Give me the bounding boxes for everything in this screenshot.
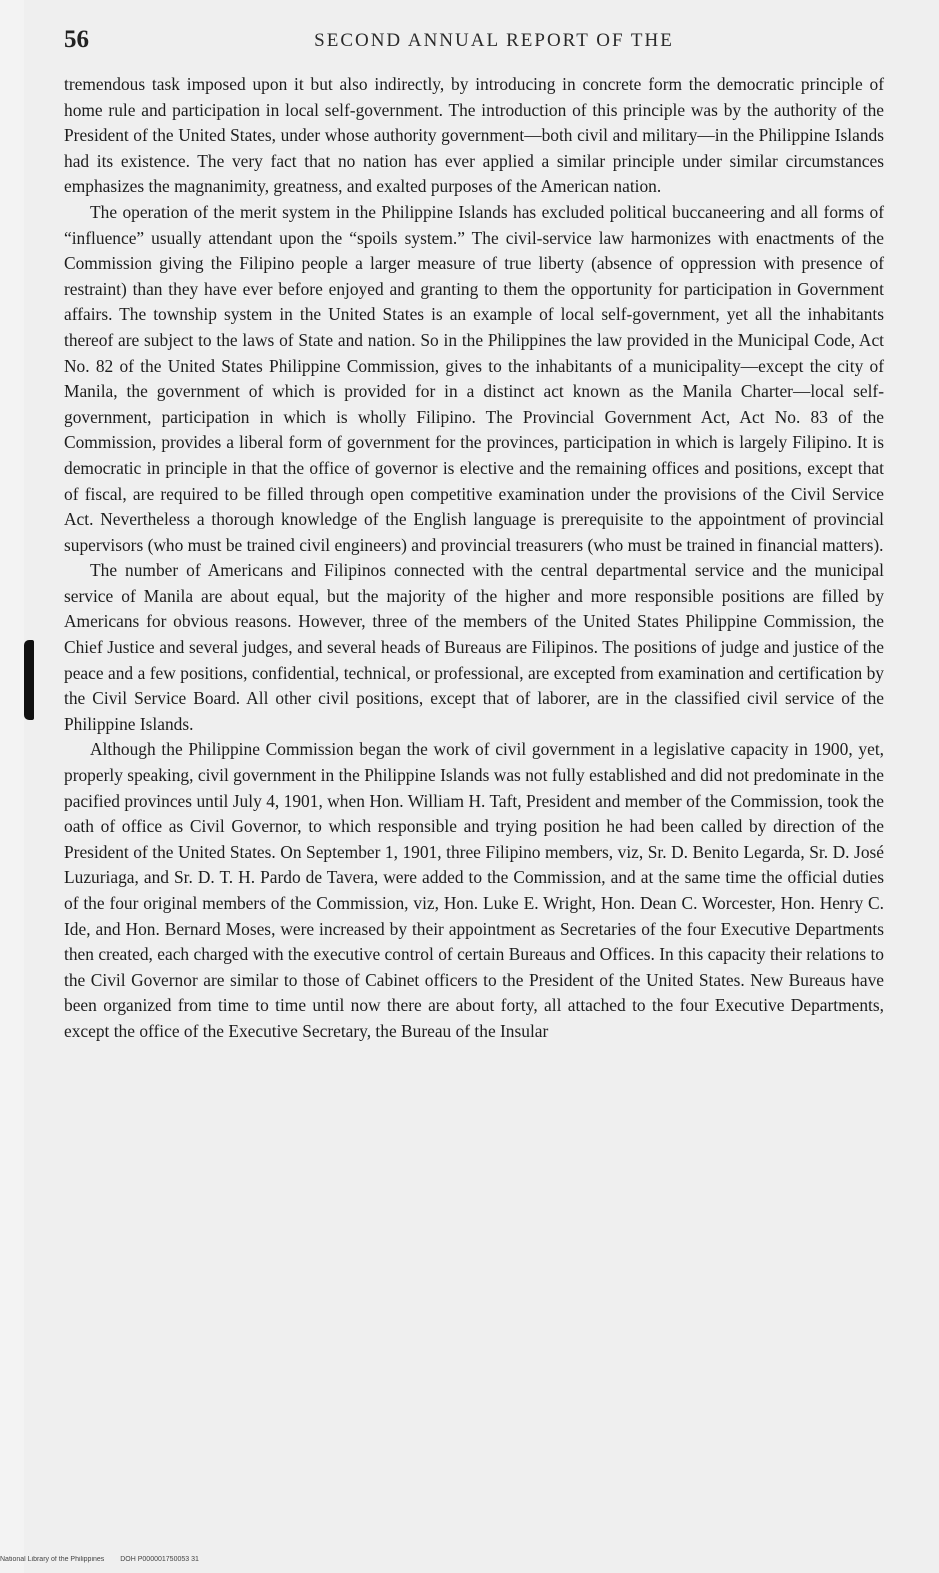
running-head: SECOND ANNUAL REPORT OF THE — [314, 30, 674, 51]
paragraph-1: tremendous task imposed upon it but also indirectly, by introducing in concrete form the democratic principle of home rule and participation in local self-government. The introduction of this principle was by the authority of the President of the United States, under whose authority government—both civil and military—in the Philippine Islands had its existence. The very fact that no nation has ever applied a similar principle under similar circumstances emphasizes the magnanimity, greatness, and exalted purposes of the American nation. — [64, 74, 884, 197]
scan-left-margin — [0, 0, 24, 1573]
binding-mark — [24, 640, 34, 720]
page-number: 56 — [64, 26, 89, 53]
paragraph-4: Although the Philippine Commission began the work of civil government in a legislative capacity in 1900, yet, properly speaking, civil government in the Philippine Islands was not fully established and did not predominate in the pacified provinces until July 4, 1901, when Hon. William H. Taft, President and member of the Commission, took the oath of office as Civil Governor, to which responsible and trying position he had been called by direction of the President of the United States. On September 1, 1901, three Filipino members, viz, Sr. D. Benito Legarda, Sr. D. José Luzuriaga, and Sr. D. T. H. Pardo de Tavera, were added to the Commission, and at the same time the official duties of the four original members of the Commission, viz, Hon. Luke E. Wright, Hon. Dean C. Worcester, Hon. Henry C. Ide, and Hon. Bernard Moses, were increased by their appointment as Secretaries of the four Executive Departments then created, each charged with the executive control of certain Bureaus and Offices. In this capacity their relations to the Civil Governor are similar to those of Cabinet officers to the President of the United States. New Bureaus have been organized from time to time until now there are about forty, all attached to the four Executive Departments, except the office of the Executive Secretary, the Bureau of the Insular — [64, 739, 884, 1041]
body-text — [64, 72, 884, 1045]
paragraph-2: The operation of the merit system in the Philippine Islands has excluded political buccaneering and all forms of “influence” usually attendant upon the “spoils system.” The civil-service law harmonizes with enactments of the Commission giving the Filipino people a larger measure of true liberty (absence of oppression with presence of restraint) than they have ever before enjoyed and granting to them the opportunity for participation in Government affairs. The township system in the United States is an example of local self-government, yet all the inhabitants thereof are subject to the laws of State and nation. So in the Philippines the law provided in the Municipal Code, Act No. 82 of the United States Philippine Commission, gives to the inhabitants of a municipality—except the city of Manila, the government of which is provided for in a distinct act known as the Manila Charter—local self-government, participation in which is wholly Filipino. The Provincial Government Act, Act No. 83 of the Commission, provides a liberal form of government for the provinces, participation in which is largely Filipino. It is democratic in principle in that the office of governor is elective and the remaining offices and positions, except that of fiscal, are required to be filled through open competitive examination under the provisions of the Civil Service Act. Nevertheless a thorough knowledge of the English language is prerequisite to the appointment of provincial supervisors (who must be trained civil engineers) and provincial treasurers (who must be trained in financial matters). — [64, 201, 884, 555]
scan-footer — [0, 1556, 939, 1573]
page-header — [64, 26, 884, 62]
paragraph-3: The number of Americans and Filipinos connected with the central departmental service and the municipal service of Manila are about equal, but the majority of the higher and more responsible positions are filled by Americans for obvious reasons. However, three of the members of the United States Philippine Commission, the Chief Justice and several judges, and several heads of Bureaus are Filipinos. The positions of judge and justice of the peace and a few positions, confidential, technical, or professional, are excepted from examination and certification by the Civil Service Board. All other civil positions, except that of laborer, are in the classified civil service of the Philippine Islands. — [64, 560, 884, 734]
footer-library: National Library of the Philippines — [0, 1556, 105, 1563]
footer-code: DOH P000001750053 31 — [120, 1556, 199, 1563]
